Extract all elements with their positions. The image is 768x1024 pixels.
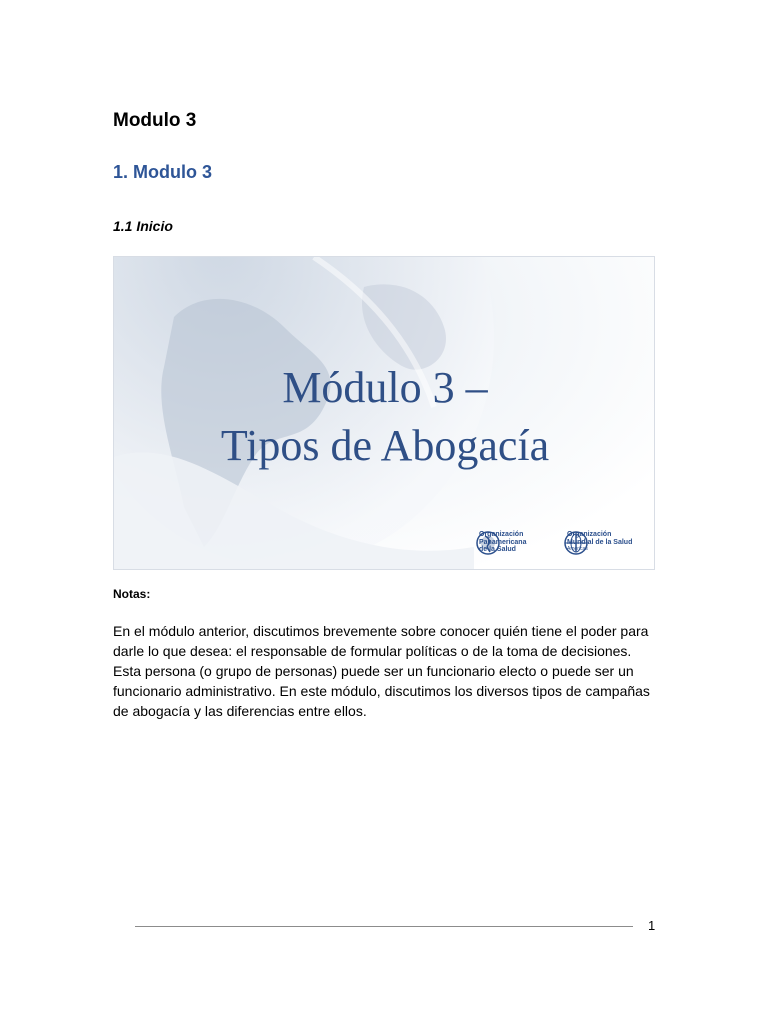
- notes-body: En el módulo anterior, discutimos brevemente sobre conocer quién tiene el poder para darle lo que desea: el responsable de formular políticas o de la toma de decisiones. Esta persona (o grupo de personas) puede ser un funcionario electo o puede ser un funcionario administrativo. En este módulo, discutimos los diversos tipos de campañas de abogacía y las diferencias entre ellos.: [113, 623, 650, 719]
- paho-emblem-icon: [476, 531, 500, 555]
- document-title: Modulo 3: [113, 110, 197, 131]
- slide-image: [113, 256, 655, 570]
- paho-line2: Panamericana: [479, 538, 527, 546]
- slide-title-line1: Módulo 3 –: [282, 363, 488, 412]
- slide-title: [114, 359, 655, 475]
- who-subtitle: Américas: [567, 546, 588, 552]
- paho-line3: de la Salud: [479, 546, 516, 553]
- subsection-heading: 1.1 Inicio: [113, 218, 173, 234]
- footer-divider: [135, 926, 633, 927]
- section-heading: 1. Modulo 3: [113, 162, 212, 182]
- paho-logo: [476, 531, 526, 554]
- who-logo: [564, 531, 632, 554]
- paho-line1: Organización: [479, 531, 524, 538]
- notes-label: Notas:: [113, 587, 151, 601]
- page-number: 1: [648, 918, 656, 933]
- slide-title-line2: Tipos de Abogacía: [220, 421, 550, 470]
- who-line1: Organización: [567, 531, 612, 538]
- who-emblem-icon: [564, 531, 588, 555]
- who-line2: Mundial de la Salud: [567, 538, 633, 546]
